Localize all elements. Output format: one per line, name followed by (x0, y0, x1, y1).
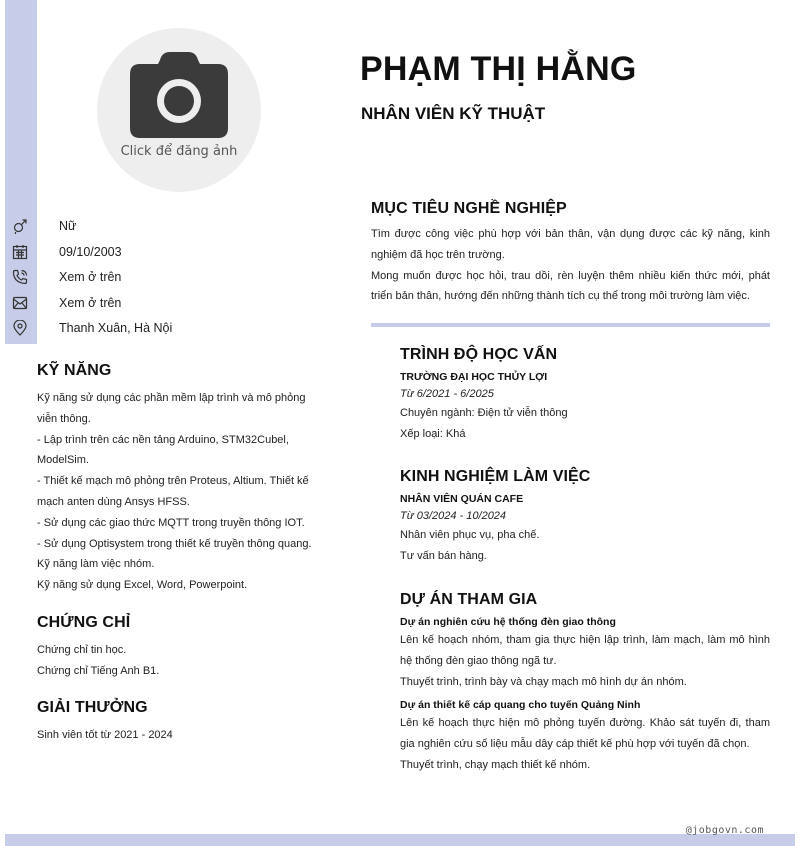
contact-address (12, 318, 312, 338)
avatar-upload[interactable] (97, 28, 261, 192)
award-line: Sinh viên tốt từ 2021 - 2024 (37, 729, 173, 741)
skills-line: Kỹ năng làm việc nhóm. (37, 558, 155, 571)
contact-email (12, 293, 312, 313)
education-school: TRƯỜNG ĐẠI HỌC THỦY LỢI (400, 371, 548, 383)
certificates-section (37, 614, 320, 682)
projects-section (400, 591, 770, 776)
contact-email-value: Xem ở trên (59, 296, 122, 310)
education-section (400, 346, 770, 445)
contact-gender (12, 216, 312, 236)
experience-title: KINH NGHIỆM LÀM VIỆC (400, 468, 591, 485)
job-title: NHÂN VIÊN KỸ THUẬT (361, 104, 546, 123)
education-period: Từ 6/2021 - 6/2025 (400, 388, 494, 400)
project-name: Dự án nghiên cứu hệ thống đèn giao thông (400, 616, 616, 628)
objective-line: Mong muốn được học hỏi, trau dồi, rèn luyện thêm nhiều kiến thức mới, phát triển bản thân, hướng đến những thành tích cụ thể trong môi trường làm việc. (371, 269, 770, 303)
objective-line: Tìm được công việc phù hợp với bản thân, vận dụng được các kỹ năng, kinh nghiệm đã học trên trường. (371, 228, 770, 261)
photo-upload-label: Click để đăng ảnh (120, 144, 238, 159)
objective-title: MỤC TIÊU NGHỀ NGHIỆP (371, 200, 567, 217)
certificates-title: CHỨNG CHỈ (37, 614, 131, 631)
skills-line: Kỹ năng sử dụng các phần mềm lập trình và mô phỏng viễn thông. (37, 392, 306, 425)
skills-line: - Sử dụng các giao thức MQTT trong truyền thông IOT. (37, 516, 305, 529)
bottom-accent-strip (5, 834, 795, 846)
education-line: Chuyên ngành: Điện tử viễn thông (400, 407, 568, 419)
contact-address-value: Thanh Xuân, Hà Nội (59, 321, 173, 335)
location-icon (12, 320, 28, 336)
project-name: Dự án thiết kế cáp quang cho tuyến Quảng Ninh (400, 699, 641, 712)
contact-birthday-value: 09/10/2003 (59, 245, 122, 259)
projects-title: DỰ ÁN THAM GIA (400, 591, 538, 608)
project-item (400, 615, 770, 692)
skills-section (37, 362, 320, 596)
skills-line: - Lập trình trên các nền tảng Arduino, STM32Cubel, ModelSim. (37, 433, 289, 467)
watermark: @jobgovn.com (685, 825, 764, 836)
certificate-line: Chứng chỉ tin học. (37, 644, 127, 656)
project-line: Lên kế hoạch nhóm, tham gia thực hiện lập trình, làm mạch, làm mô hình hệ thống đèn giao thông ngã tư. (400, 634, 770, 667)
skills-line: - Sử dụng Optisystem trong thiết kế truyền thông quang. (37, 537, 312, 550)
objective-section (371, 200, 770, 307)
email-icon (12, 295, 28, 311)
skills-line: - Thiết kế mạch mô phỏng trên Proteus, Altium. Thiết kế mạch anten dùng Ansys HFSS. (37, 475, 309, 508)
calendar-icon (12, 244, 28, 260)
skills-line: Kỹ năng sử dụng Excel, Word, Powerpoint. (37, 579, 248, 592)
gender-icon (12, 218, 28, 234)
contact-phone-value: Xem ở trên (59, 270, 122, 284)
awards-section (37, 699, 320, 746)
contact-birthday (12, 242, 312, 262)
experience-section (400, 468, 770, 567)
certificate-line: Chứng chỉ Tiếng Anh B1. (37, 664, 160, 677)
section-divider (371, 323, 770, 327)
education-line: Xếp loại: Khá (400, 427, 466, 440)
project-line: Thuyết trình, chạy mạch thiết kế nhóm. (400, 758, 591, 771)
education-title: TRÌNH ĐỘ HỌC VẤN (400, 346, 558, 363)
project-line: Lên kế hoạch thực hiện mô phỏng tuyến đường. Khảo sát tuyến đi, tham gia nghiên cứu số liệu mẫu dây cáp thiết kế phù hợp với tuyến đã chọn. (400, 717, 770, 751)
experience-line: Nhân viên phục vụ, pha chế. (400, 529, 540, 541)
phone-icon (12, 269, 28, 285)
candidate-name: PHẠM THỊ HẰNG (360, 50, 637, 88)
experience-line: Tư vấn bán hàng. (400, 549, 487, 562)
project-item (400, 698, 770, 775)
contact-gender-value: Nữ (59, 219, 77, 233)
experience-period: Từ 03/2024 - 10/2024 (400, 510, 507, 522)
skills-title: KỸ NĂNG (37, 362, 112, 379)
camera-icon (130, 52, 228, 138)
experience-position: NHÂN VIÊN QUÁN CAFE (400, 493, 524, 505)
awards-title: GIẢI THƯỞNG (37, 699, 148, 716)
project-line: Thuyết trình, trình bày và chạy mạch mô hình dự án nhóm. (400, 675, 687, 688)
contact-phone (12, 267, 312, 287)
